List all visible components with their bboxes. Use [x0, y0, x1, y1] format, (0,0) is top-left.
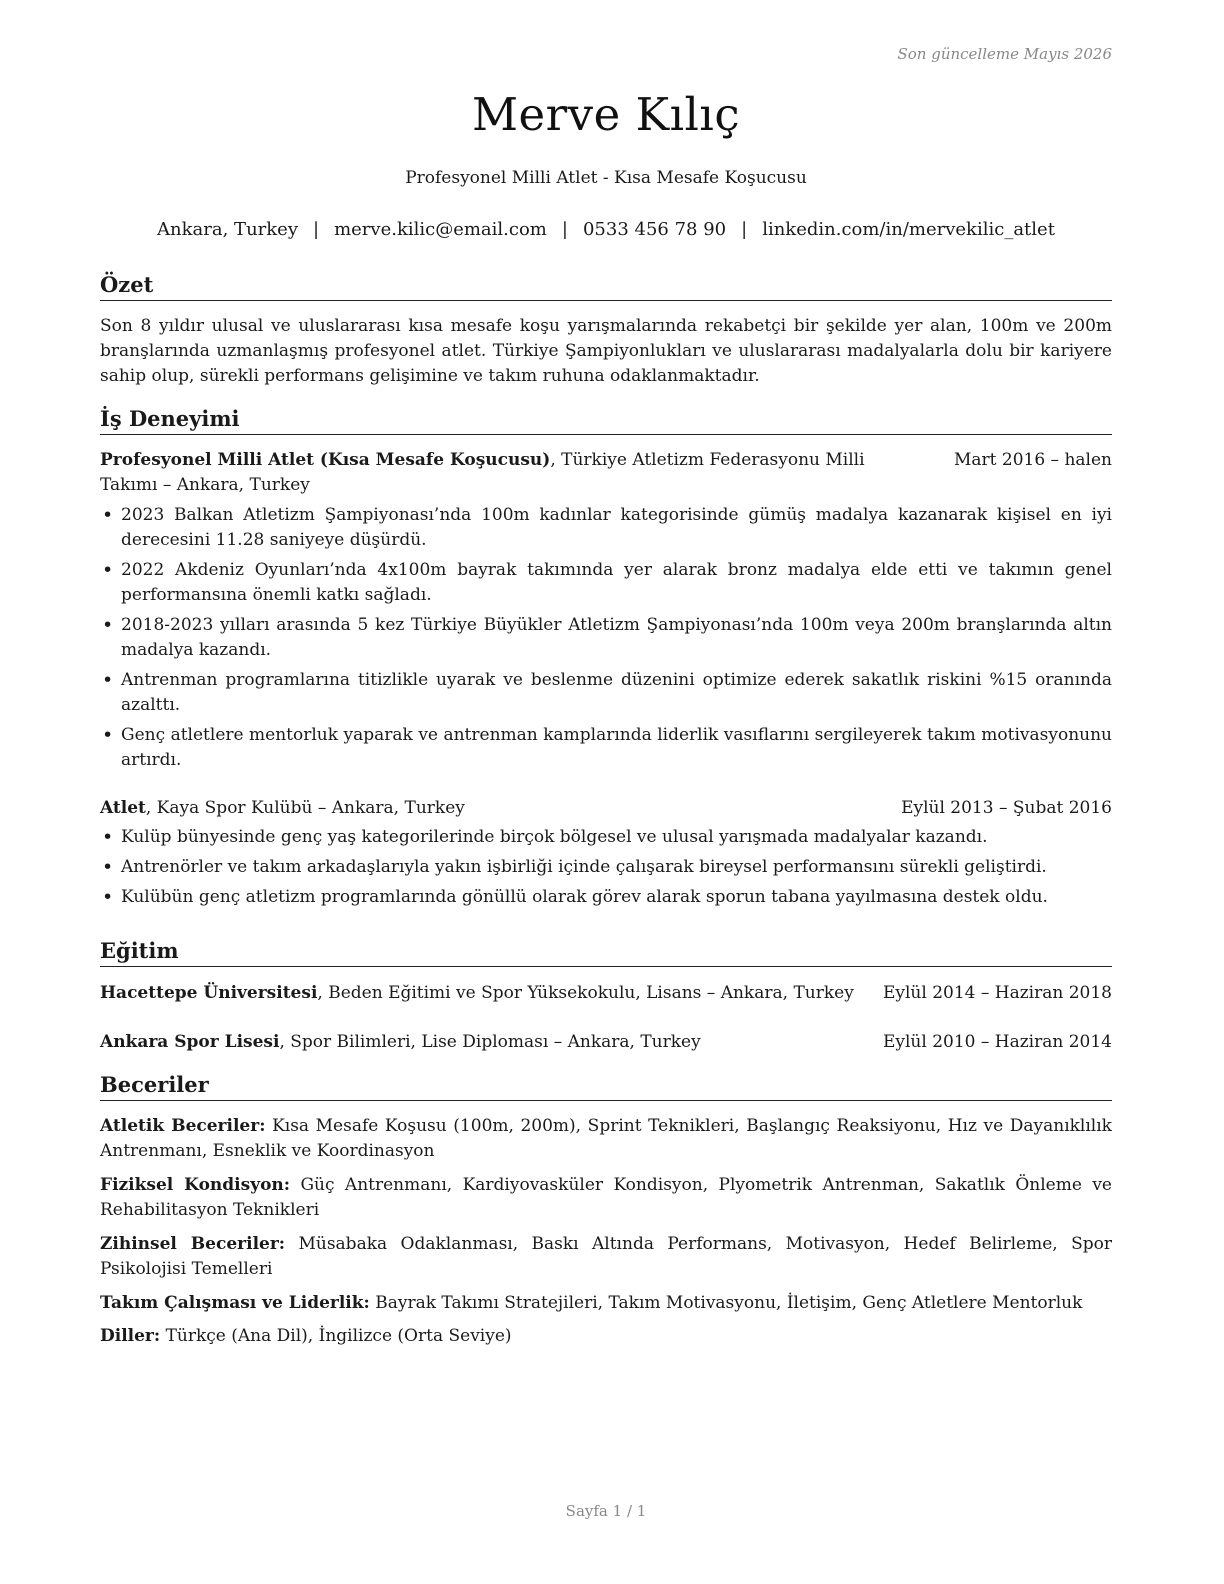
skill-text: Müsabaka Odaklanması, Baskı Altında Performans, Motivasyon, Hedef Belirleme, Spor Psikolojisi Temelleri	[100, 1234, 1112, 1279]
skill-label: Takım Çalışması ve Liderlik:	[100, 1293, 370, 1313]
skill-label: Diller:	[100, 1326, 161, 1346]
page-number: Sayfa 1 / 1	[565, 1502, 647, 1520]
skill-row	[100, 1232, 1112, 1282]
job-org: , Kaya Spor Kulübü – Ankara, Turkey	[145, 798, 465, 818]
contact-email[interactable]: merve.kilic@email.com	[334, 219, 547, 240]
skill-text: Türkçe (Ana Dil), İngilizce (Orta Seviye)	[160, 1326, 512, 1346]
school-detail: , Spor Bilimleri, Lise Diploması – Ankara, Turkey	[279, 1032, 701, 1052]
section-title-summary: Özet	[100, 271, 1112, 301]
job-header	[100, 448, 1112, 498]
skill-row	[100, 1291, 1112, 1316]
list-item: • Genç atletlere mentorluk yaparak ve antrenman kamplarında liderlik vasıflarını sergileyerek takım motivasyonunu artırdı.	[100, 723, 1112, 773]
skill-row	[100, 1114, 1112, 1164]
skill-text: Bayrak Takımı Stratejileri, Takım Motivasyonu, İletişim, Genç Atletlere Mentorluk	[369, 1293, 1083, 1313]
list-item: • Kulübün genç atletizm programlarında gönüllü olarak görev alarak sporun tabana yayılmasına destek oldu.	[100, 885, 1112, 910]
list-item: • 2018-2023 yılları arasında 5 kez Türkiye Büyükler Atletizm Şampiyonası’nda 100m veya 200m branşlarında altın madalya kazandı.	[100, 613, 1112, 663]
skill-row	[100, 1173, 1112, 1223]
contact-line	[100, 219, 1112, 240]
skill-row	[100, 1324, 1112, 1349]
contact-location: Ankara, Turkey	[157, 219, 298, 240]
skill-label: Atletik Beceriler:	[100, 1116, 266, 1136]
job-bullets	[100, 825, 1112, 915]
summary-text: Son 8 yıldır ulusal ve uluslararası kısa mesafe koşu yarışmalarında rekabetçi bir şekilde yer alan, 100m ve 200m branşlarında uzmanlaşmış profesyonel atlet. Türkiye Şampiyonlukları ve uluslararası madalyalarla dolu bir kariyere sahip olup, sürekli performans gelişimine ve takım ruhuna odaklanmaktadır.	[100, 316, 1112, 386]
section-title-experience: İş Deneyimi	[100, 405, 1112, 435]
school-name: Ankara Spor Lisesi	[100, 1032, 280, 1052]
job-bullets	[100, 503, 1112, 778]
last-updated: Son güncelleme Mayıs 2026	[897, 45, 1112, 63]
skill-label: Fiziksel Kondisyon:	[100, 1175, 291, 1195]
education-dates: Eylül 2010 – Haziran 2014	[882, 1032, 1112, 1052]
list-item: • 2022 Akdeniz Oyunları’nda 4x100m bayrak takımında yer alarak bronz madalya elde etti ve takımın genel performansına önemli katkı sağladı.	[100, 558, 1112, 608]
section-title-skills: Beceriler	[100, 1071, 1112, 1101]
contact-phone[interactable]: 0533 456 78 90	[582, 219, 727, 240]
job-dates: Mart 2016 – halen	[953, 450, 1112, 470]
list-item: • 2023 Balkan Atletizm Şampiyonası’nda 100m kadınlar kategorisinde gümüş madalya kazanarak kişisel en iyi derecesini 11.28 saniyeye düşürdü.	[100, 503, 1112, 553]
job-org: , Türkiye Atletizm Federasyonu Milli Takımı – Ankara, Turkey	[100, 450, 865, 495]
list-item: • Antrenman programlarına titizlikle uyarak ve beslenme düzenini optimize ederek sakatlık riskini %15 oranında azalttı.	[100, 668, 1112, 718]
school-name: Hacettepe Üniversitesi	[100, 983, 318, 1003]
job-header	[100, 796, 1112, 821]
job-role: Atlet	[100, 798, 146, 818]
skill-text: Güç Antrenmanı, Kardiyovasküler Kondisyon, Plyometrik Antrenman, Sakatlık Önleme ve Rehabilitasyon Teknikleri	[100, 1175, 1112, 1220]
skill-label: Zihinsel Beceriler:	[100, 1234, 286, 1254]
job-role: Profesyonel Milli Atlet (Kısa Mesafe Koşucusu)	[100, 450, 551, 470]
list-item: • Antrenörler ve takım arkadaşlarıyla yakın işbirliği içinde çalışarak bireysel performansını sürekli geliştirdi.	[100, 855, 1112, 880]
education-row	[100, 981, 1112, 1006]
separator: |	[561, 219, 568, 240]
separator: |	[741, 219, 748, 240]
person-name: Merve Kılıç	[471, 88, 741, 141]
contact-linkedin[interactable]: linkedin.com/in/mervekilic_atlet	[762, 219, 1055, 240]
person-title: Profesyonel Milli Atlet - Kısa Mesafe Koşucusu	[405, 168, 807, 188]
education-dates: Eylül 2014 – Haziran 2018	[882, 983, 1112, 1003]
section-title-education: Eğitim	[100, 937, 1112, 967]
education-row	[100, 1030, 1112, 1055]
job-dates: Eylül 2013 – Şubat 2016	[901, 798, 1112, 818]
skill-text: Kısa Mesafe Koşusu (100m, 200m), Sprint Teknikleri, Başlangıç Reaksiyonu, Hız ve Dayanıklılık Antrenmanı, Esneklik ve Koordinasyon	[100, 1116, 1112, 1161]
separator: |	[313, 219, 320, 240]
list-item: • Kulüp bünyesinde genç yaş kategorilerinde birçok bölgesel ve ulusal yarışmada madalyalar kazandı.	[100, 825, 1112, 850]
school-detail: , Beden Eğitimi ve Spor Yüksekokulu, Lisans – Ankara, Turkey	[317, 983, 854, 1003]
